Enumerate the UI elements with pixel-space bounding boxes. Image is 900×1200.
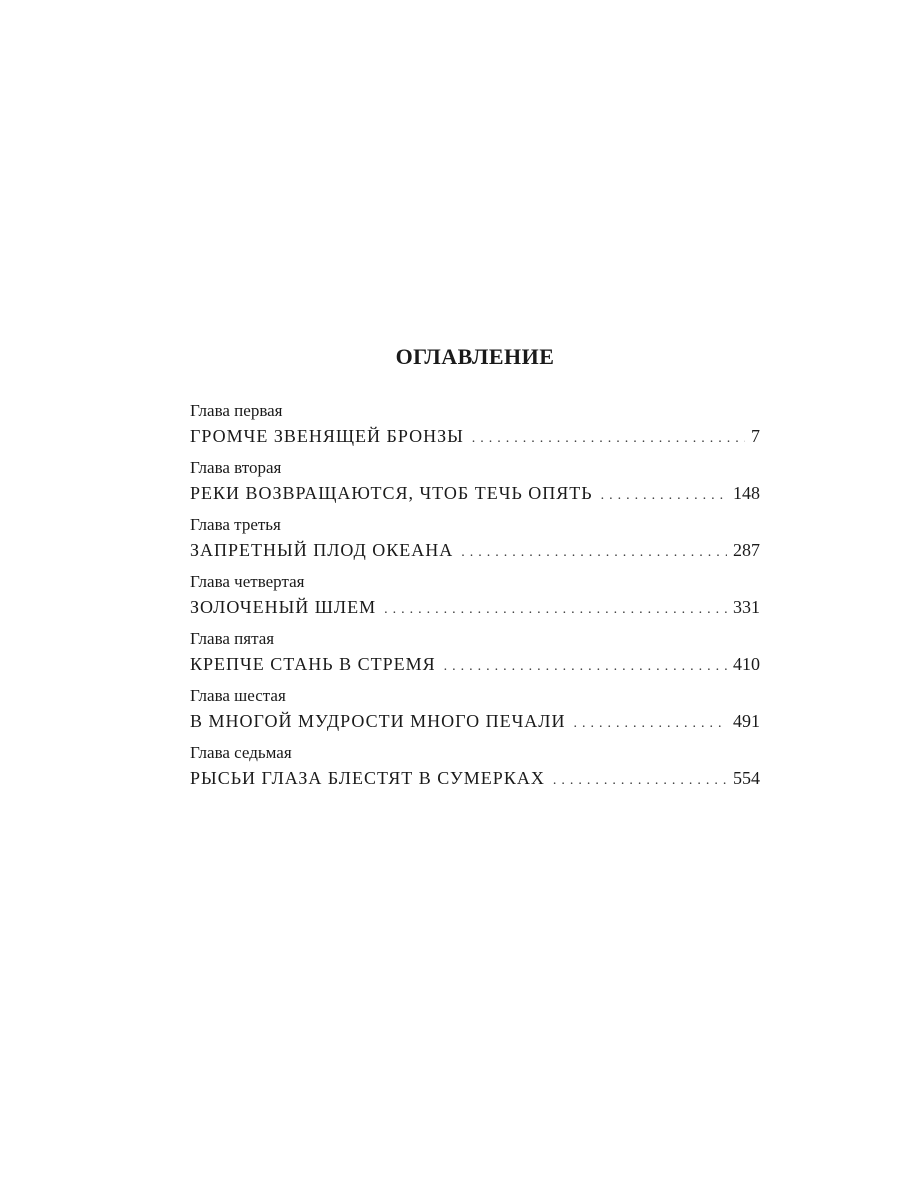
dot-leader	[472, 427, 745, 451]
toc-entry	[190, 512, 760, 569]
chapter-label: Глава первая	[190, 401, 283, 420]
chapter-title: ГРОМЧЕ ЗВЕНЯЩЕЙ БРОНЗЫ	[190, 426, 464, 446]
chapter-label: Глава седьмая	[190, 743, 292, 762]
chapter-row	[190, 595, 760, 619]
chapter-row	[190, 538, 760, 562]
toc-entry	[190, 569, 760, 626]
chapter-label: Глава четвертая	[190, 572, 305, 591]
page-number: 148	[733, 483, 760, 503]
chapter-title: В МНОГОЙ МУДРОСТИ МНОГО ПЕЧАЛИ	[190, 711, 566, 731]
page-number: 491	[733, 711, 760, 731]
dot-leader	[444, 655, 727, 679]
toc-title: ОГЛАВЛЕНИЕ	[395, 344, 555, 369]
dot-leader	[573, 712, 727, 736]
toc-list	[190, 398, 760, 797]
chapter-row	[190, 652, 760, 676]
dot-leader	[601, 484, 727, 508]
chapter-label: Глава шестая	[190, 686, 286, 705]
toc-entry	[190, 740, 760, 797]
chapter-row	[190, 709, 760, 733]
chapter-label: Глава пятая	[190, 629, 275, 648]
page-number: 554	[733, 768, 760, 788]
chapter-title: РЫСЬИ ГЛАЗА БЛЕСТЯТ В СУМЕРКАХ	[190, 768, 545, 788]
dot-leader	[553, 769, 727, 793]
chapter-label: Глава третья	[190, 515, 281, 534]
page-number: 331	[733, 597, 760, 617]
dot-leader	[384, 598, 727, 622]
chapter-title: КРЕПЧЕ СТАНЬ В СТРЕМЯ	[190, 654, 436, 674]
chapter-row	[190, 766, 760, 790]
toc-entry	[190, 398, 760, 455]
chapter-label: Глава вторая	[190, 458, 282, 477]
toc-entry	[190, 626, 760, 683]
toc-entry	[190, 683, 760, 740]
chapter-row	[190, 481, 760, 505]
chapter-title: ЗОЛОЧЕНЫЙ ШЛЕМ	[190, 597, 377, 617]
page-number: 7	[751, 426, 760, 446]
chapter-title: РЕКИ ВОЗВРАЩАЮТСЯ, ЧТОБ ТЕЧЬ ОПЯТЬ	[190, 483, 593, 503]
page-number: 410	[733, 654, 760, 674]
chapter-title: ЗАПРЕТНЫЙ ПЛОД ОКЕАНА	[190, 540, 454, 560]
dot-leader	[461, 541, 727, 565]
toc-entry	[190, 455, 760, 512]
page-number: 287	[733, 540, 760, 560]
chapter-row	[190, 424, 760, 448]
